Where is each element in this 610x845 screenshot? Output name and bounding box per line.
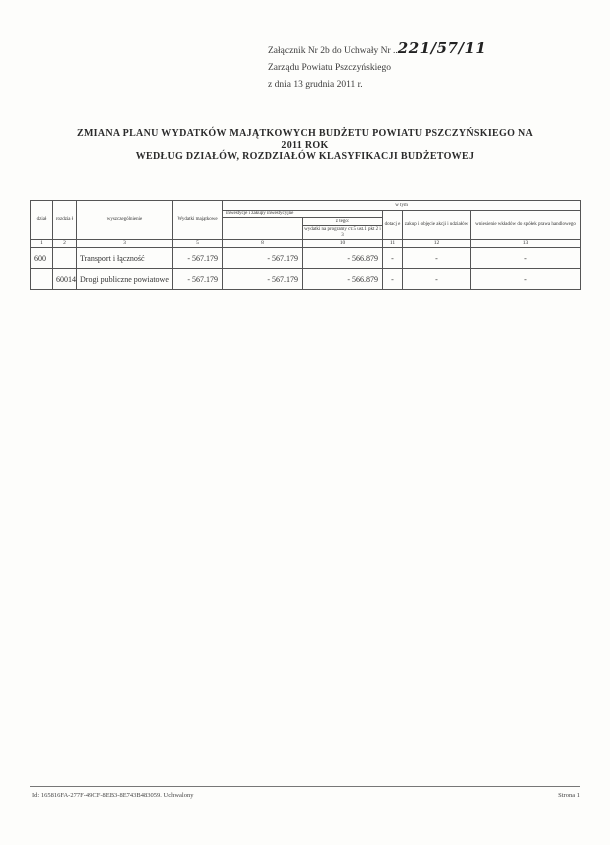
title-line-2: 2011 ROK: [281, 139, 329, 151]
cell-inwestycje: - 567.179: [223, 248, 303, 269]
attachment-line-1: [268, 40, 486, 60]
title-line-1: ZMIANA PLANU WYDATKÓW MAJĄTKOWYCH BUDŻETU POWIATU PSZCZYŃSKIEGO NA: [76, 128, 534, 139]
attachment-date: z dnia 13 grudnia 2011 r.: [268, 80, 363, 90]
column-number: 12: [403, 240, 471, 248]
column-number-row: [31, 240, 581, 248]
cell-wniesienie: -: [471, 248, 581, 269]
cell-rozdzial: [53, 248, 77, 269]
cell-dotacje: -: [383, 269, 403, 290]
header-wniesienie: wniesienie wkładów do spółek prawa handlowego: [471, 211, 581, 240]
cell-dzial: 600: [31, 248, 53, 269]
table-row: [31, 248, 581, 269]
header-wyszczegolnienie: wyszczególnienie: [77, 201, 173, 240]
page-number: Strona 1: [558, 792, 580, 799]
header-inwestycje-blank: [223, 218, 303, 240]
column-number: 8: [223, 240, 303, 248]
handwritten-resolution-number: 221/57/11: [397, 39, 487, 57]
title-line-3: WEDŁUG DZIAŁÓW, ROZDZIAŁÓW KLASYFIKACJI BUDŻETOWEJ: [135, 151, 475, 162]
header-z-tego-programy: [303, 218, 383, 240]
column-number: 10: [303, 240, 383, 248]
column-number: 13: [471, 240, 581, 248]
header-z-tego: z tego:: [303, 219, 382, 226]
cell-wydatki: - 567.179: [173, 269, 223, 290]
column-number: 5: [173, 240, 223, 248]
cell-dotacje: -: [383, 248, 403, 269]
column-number: 3: [77, 240, 173, 248]
cell-wydatki: - 567.179: [173, 248, 223, 269]
cell-dzial: [31, 269, 53, 290]
table-row: [31, 269, 581, 290]
cell-wniesienie: -: [471, 269, 581, 290]
header-programy: wydatki na programy ст.5 ust.1 pkt 2 i 3: [304, 226, 381, 238]
header-dotacje: dotacj e: [383, 211, 403, 240]
header-inwestycje: [223, 211, 383, 218]
header-akcje: zakup i objęcie akcji i udziałów: [403, 211, 471, 240]
cell-inwestycje: - 567.179: [223, 269, 303, 290]
cell-name: Drogi publiczne powiatowe: [77, 269, 173, 290]
column-number: 11: [383, 240, 403, 248]
header-rozdzial: rozdzia ł: [53, 201, 77, 240]
cell-programy: - 566.879: [303, 269, 383, 290]
attachment-board: Zarządu Powiatu Pszczyńskiego: [268, 63, 391, 73]
header-inwestycje-label: inwestycje i zakupy inwestycyjne: [226, 211, 294, 216]
column-number: 1: [31, 240, 53, 248]
cell-programy: - 566.879: [303, 248, 383, 269]
column-number: 2: [53, 240, 77, 248]
attachment-reference: Załącznik Nr 2b do Uchwały Nr ..: [268, 46, 398, 56]
expenditure-table: [30, 200, 581, 290]
header-wydatki: Wydatki majątkowe: [173, 201, 223, 240]
cell-akcje: -: [403, 248, 471, 269]
footer-divider: [30, 786, 580, 787]
cell-akcje: -: [403, 269, 471, 290]
cell-name: Transport i łączność: [77, 248, 173, 269]
document-title: [30, 128, 580, 163]
cell-rozdzial: 60014: [53, 269, 77, 290]
attachment-header: [268, 40, 486, 94]
document-id: Id: 165816FA-277F-49CF-8EB3-8E743B483059. Uchwalony: [32, 792, 194, 799]
header-w-tym: w tym: [223, 201, 581, 211]
header-dzial: dział: [31, 201, 53, 240]
